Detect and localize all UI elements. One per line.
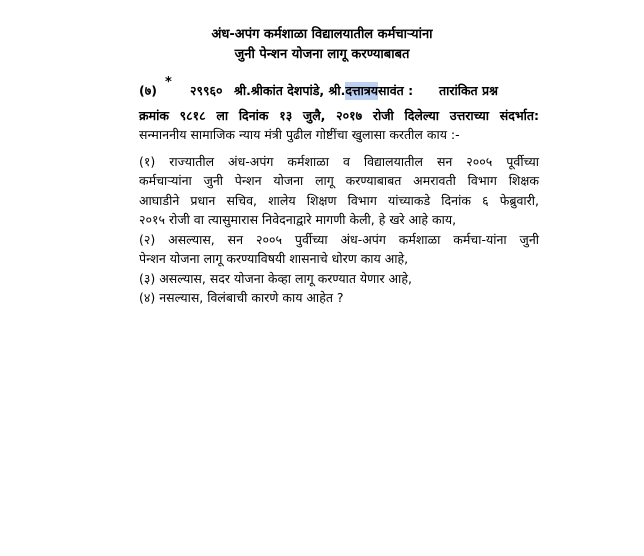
document-title-line-1: अंध-अपंग कर्मशाळा विद्यालयातील कर्मचाऱ्यांना bbox=[211, 27, 433, 42]
selected-text-highlight[interactable]: दत्तात्रय bbox=[345, 83, 379, 98]
question-number: (७) bbox=[139, 83, 157, 98]
members-suffix: सावंत : bbox=[378, 83, 414, 98]
body-line: आघाडीने प्रधान सचिव, शालेय शिक्षण विभाग यांच्याकडे दिनांक ६ फेब्रुवारी, bbox=[139, 193, 539, 208]
question-members bbox=[234, 82, 413, 100]
body-line: क्रमांक ९८१८ ला दिनांक १३ जुलै, २०१७ रोजी दिलेल्या उत्तराच्या संदर्भात: bbox=[139, 108, 539, 123]
body-line: (१) राज्यातील अंध-अपंग कर्मशाळा व विद्यालयातील सन २००५ पूर्वीच्या bbox=[139, 154, 539, 169]
starred-question-marker: * bbox=[165, 75, 172, 90]
document-title-line-2: जुनी पेन्शन योजना लागू करण्याबाबत bbox=[234, 47, 410, 62]
body-line: (४) नसल्यास, विलंबाची कारणे काय आहेत ? bbox=[139, 290, 344, 305]
body-line: सन्माननीय सामाजिक न्याय मंत्री पुढील गोष्टींचा खुलासा करतील काय :- bbox=[139, 127, 460, 142]
question-id: २९९६० bbox=[190, 83, 223, 98]
body-line: (३) असल्यास, सदर योजना केव्हा लागू करण्यात येणार आहे, bbox=[139, 271, 412, 286]
members-prefix: श्री.श्रीकांत देशपांडे, श्री. bbox=[234, 83, 346, 98]
body-line: (२) असल्यास, सन २००५ पुर्वीच्या अंध-अपंग कर्मशाळा कर्मचा-यांना जुनी bbox=[139, 232, 539, 247]
body-line: कर्मचाऱ्यांना जुनी पेन्शन योजना लागू करण्याबाबत अमरावती विभाग शिक्षक bbox=[139, 173, 539, 188]
body-line: पेन्शन योजना लागू करण्याविषयी शासनाचे धोरण काय आहे, bbox=[139, 251, 409, 266]
body-line: २०१५ रोजी वा त्यासुमारास निवेदनाद्वारे मागणी केली, हे खरे आहे काय, bbox=[139, 212, 457, 227]
question-type: तारांकित प्रश्न bbox=[439, 83, 498, 98]
